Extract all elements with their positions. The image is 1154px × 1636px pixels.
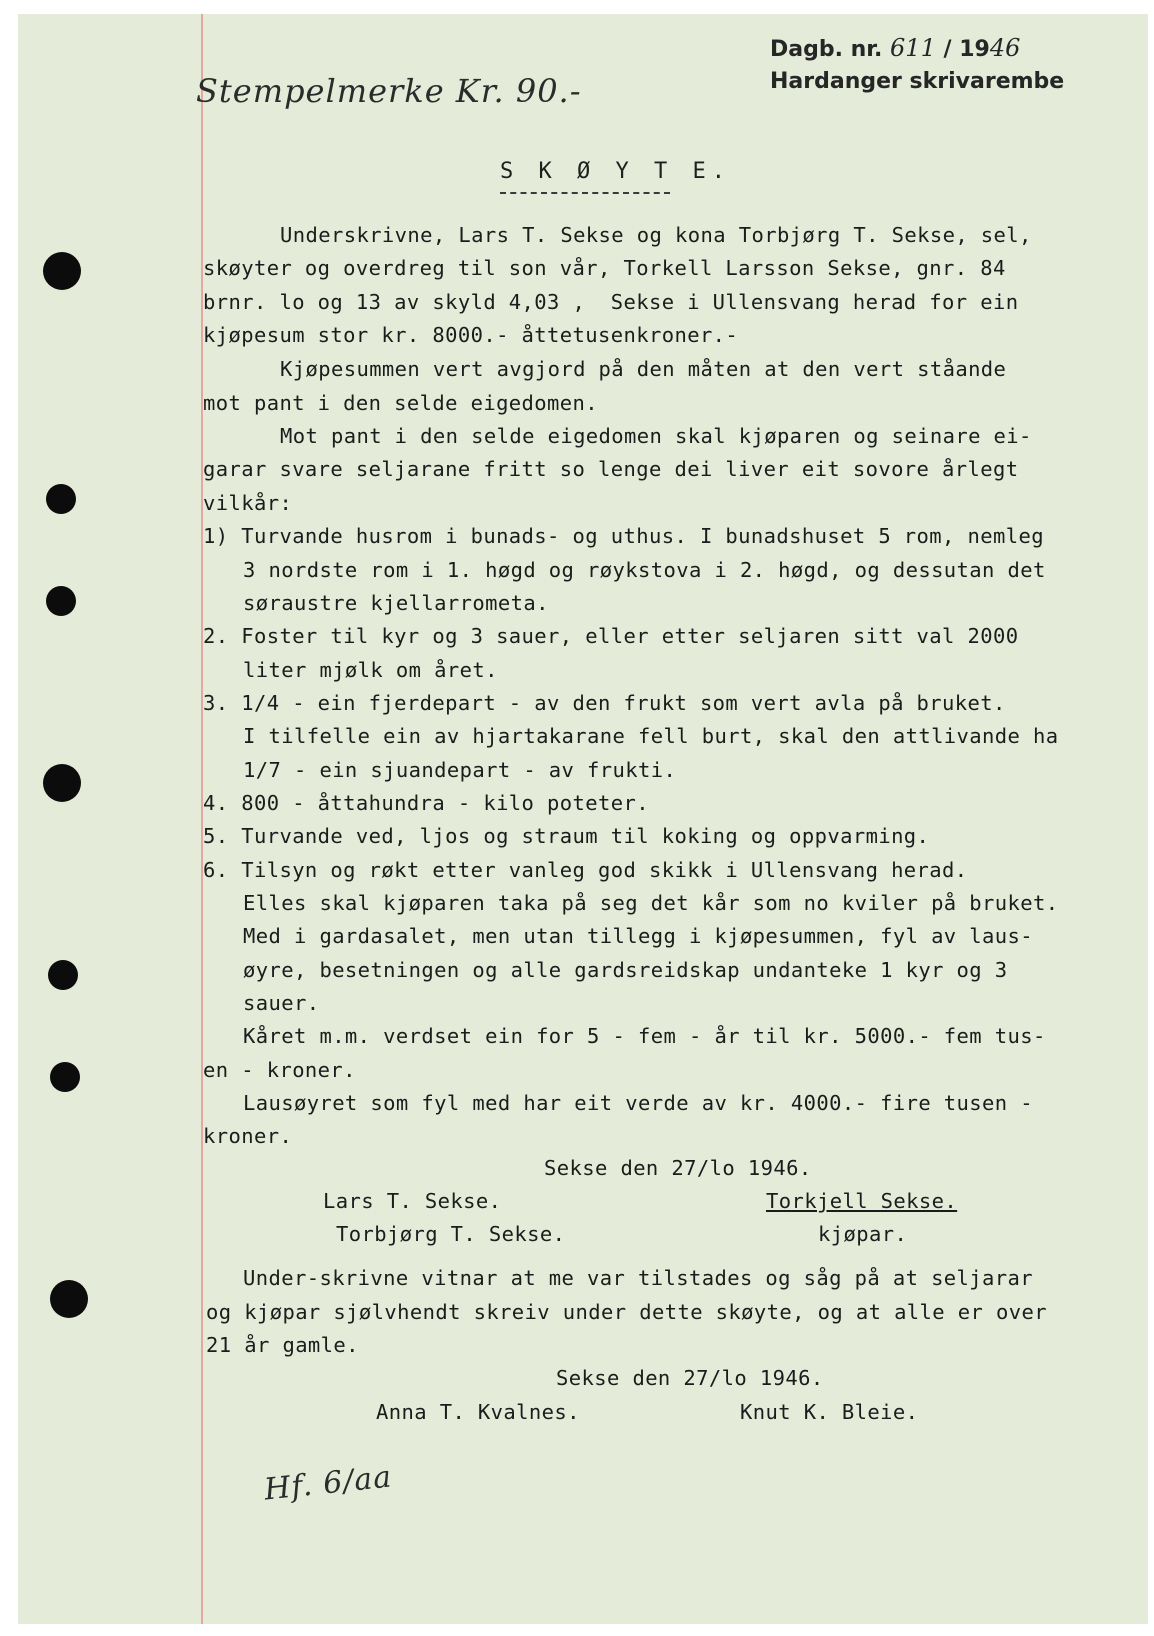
body-line: 3 nordste rom i 1. høgd og røykstova i 2. høgd, og dessutan det: [243, 558, 1046, 582]
body-line: Kjøpesummen vert avgjord på den måten at den vert ståande: [280, 357, 1007, 381]
body-line: Underskrivne, Lars T. Sekse og kona Torbjørg T. Sekse, sel,: [280, 223, 1032, 247]
witness-statement: og kjøpar sjølvhendt skreiv under dette skøyte, og at alle er over: [206, 1300, 1047, 1324]
registry-year-prefix: 19: [959, 37, 990, 62]
document-page: [18, 14, 1148, 1624]
witness-signature: Anna T. Kvalnes.: [376, 1400, 580, 1424]
body-line: søraustre kjellarrometa.: [243, 591, 549, 615]
body-line: vilkår:: [203, 491, 293, 515]
punch-hole: [48, 960, 78, 990]
seller-signature: Lars T. Sekse.: [323, 1189, 502, 1213]
body-line: skøyter og overdreg til son vår, Torkell Larsson Sekse, gnr. 84: [203, 256, 1006, 280]
witness-signature: Knut K. Bleie.: [740, 1400, 919, 1424]
body-line: 3. 1/4 - ein fjerdepart - av den frukt som vert avla på bruket.: [203, 691, 1006, 715]
body-line: mot pant i den selde eigedomen.: [203, 391, 599, 415]
body-line: brnr. lo og 13 av skyld 4,03 , Sekse i Ullensvang herad for ein: [203, 290, 1019, 314]
body-line: I tilfelle ein av hjartakarane fell burt, skal den attlivande ha: [243, 724, 1059, 748]
body-line: kjøpesum stor kr. 8000.- åttetusenkroner.-: [203, 323, 739, 347]
body-line: liter mjølk om året.: [243, 658, 498, 682]
place-date: Sekse den 27/lo 1946.: [556, 1366, 824, 1390]
buyer-signature: Torkjell Sekse.: [766, 1189, 958, 1213]
body-line: Mot pant i den selde eigedomen skal kjøparen og seinare ei-: [280, 424, 1032, 448]
registry-year: 46: [989, 34, 1021, 62]
handwritten-initials: Hf. 6/aa: [262, 1459, 394, 1508]
body-line: 2. Foster til kyr og 3 sauer, eller etter seljaren sitt val 2000: [203, 624, 1019, 648]
punch-hole: [46, 586, 76, 616]
document-title: S K Ø Y T E.: [500, 159, 731, 184]
punch-hole: [43, 252, 81, 290]
body-line: garar svare seljarane fritt so lenge dei liver eit sovore årlegt: [203, 457, 1019, 481]
body-line: 5. Turvande ved, ljos og straum til koking og oppvarming.: [203, 824, 930, 848]
body-line: en - kroner.: [203, 1058, 356, 1082]
body-line: sauer.: [243, 991, 320, 1015]
punch-hole: [43, 764, 81, 802]
body-line: Med i gardasalet, men utan tillegg i kjøpesummen, fyl av laus-: [243, 924, 1034, 948]
punch-hole: [50, 1062, 80, 1092]
registry-number: 611: [890, 34, 936, 62]
place-date: Sekse den 27/lo 1946.: [544, 1156, 812, 1180]
punch-hole: [50, 1280, 88, 1318]
body-line: 1) Turvande husrom i bunads- og uthus. I bunadshuset 5 rom, nemleg: [203, 524, 1044, 548]
body-line: Elles skal kjøparen taka på seg det kår som no kviler på bruket.: [243, 891, 1059, 915]
body-line: Kåret m.m. verdset ein for 5 - fem - år til kr. 5000.- fem tus-: [243, 1024, 1046, 1048]
buyer-role: kjøpar.: [818, 1222, 908, 1246]
body-line: kroner.: [203, 1124, 293, 1148]
seller-signature: Torbjørg T. Sekse.: [336, 1222, 566, 1246]
witness-statement: 21 år gamle.: [206, 1333, 359, 1357]
stamp-mark-handwritten: Stempelmerke Kr. 90.-: [196, 72, 582, 110]
registry-prefix: Dagb. nr.: [770, 37, 883, 62]
punch-hole: [46, 484, 76, 514]
registry-stamp: Dagb. nr. 611 / 1946 Hardanger skrivarembe: [770, 32, 1064, 98]
body-line: 1/7 - ein sjuandepart - av frukti.: [243, 758, 677, 782]
body-line: 6. Tilsyn og røkt etter vanleg god skikk i Ullensvang herad.: [203, 858, 968, 882]
witness-statement: Under-skrivne vitnar at me var tilstades og såg på at seljarar: [243, 1266, 1034, 1290]
body-line: 4. 800 - åttahundra - kilo poteter.: [203, 791, 649, 815]
body-line: Lausøyret som fyl med har eit verde av kr. 4000.- fire tusen -: [243, 1091, 1034, 1115]
body-line: øyre, besetningen og alle gardsreidskap undanteke 1 kyr og 3: [243, 958, 1008, 982]
registry-office: Hardanger skrivarembe: [770, 69, 1065, 94]
title-underline: [500, 192, 670, 194]
